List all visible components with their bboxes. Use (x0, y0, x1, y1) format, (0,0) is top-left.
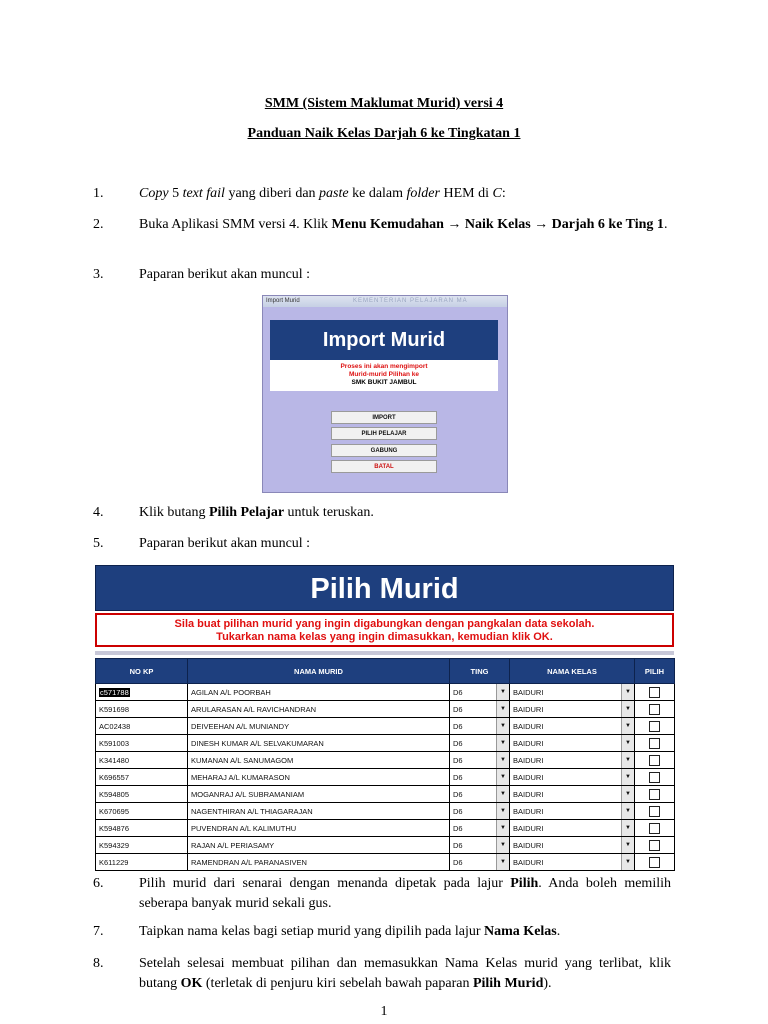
pilih-cell (635, 735, 675, 752)
separator (95, 651, 674, 655)
nama-kelas-dropdown[interactable]: BAIDURI ▼ (510, 701, 635, 718)
cell-nama-murid: AGILAN A/L POORBAH (188, 684, 450, 701)
cell-nama-murid: RAJAN A/L PERIASAMY (188, 837, 450, 854)
step-number: 5. (93, 536, 104, 551)
cell-nama-murid: MEHARAJ A/L KUMARASON (188, 769, 450, 786)
school-name: SMK BUKIT JAMBUL (351, 379, 417, 386)
cell-nama-murid: KUMANAN A/L SANUMAGOM (188, 752, 450, 769)
pilih-cell (635, 701, 675, 718)
import-murid-window (262, 295, 508, 493)
student-table (95, 658, 675, 871)
cell-nokp: K670695 (96, 803, 188, 820)
pilih-cell (635, 820, 675, 837)
table-row (96, 854, 675, 871)
table-row (96, 837, 675, 854)
ting-dropdown[interactable]: D6 ▼ (450, 718, 510, 735)
table-row (96, 769, 675, 786)
pilih-checkbox[interactable] (649, 840, 660, 851)
ting-dropdown[interactable]: D6 ▼ (450, 701, 510, 718)
pilih-cell (635, 837, 675, 854)
pilih-checkbox[interactable] (649, 738, 660, 749)
pilih-murid-window (93, 563, 676, 867)
table-row (96, 718, 675, 735)
pilih-checkbox[interactable] (649, 687, 660, 698)
info-line: Murid-murid Pilihan ke (348, 371, 420, 378)
cell-nama-murid: DINESH KUMAR A/L SELVAKUMARAN (188, 735, 450, 752)
cell-nokp: K341480 (96, 752, 188, 769)
cell-nokp: K591003 (96, 735, 188, 752)
step-text: Taipkan nama kelas bagi setiap murid yang dipilih pada lajur Nama Kelas. (139, 924, 561, 939)
nama-kelas-dropdown[interactable]: BAIDURI ▼ (510, 684, 635, 701)
nama-kelas-dropdown[interactable]: BAIDURI ▼ (510, 769, 635, 786)
import-button[interactable]: IMPORT (331, 411, 437, 424)
chevron-down-icon[interactable]: ▼ (496, 820, 509, 836)
cell-nama-murid: PUVENDRAN A/L KALIMUTHU (188, 820, 450, 837)
step-text: Klik butang Pilih Pelajar untuk teruskan. (139, 505, 374, 520)
chevron-down-icon[interactable]: ▼ (496, 718, 509, 734)
cell-nokp: c571788 (96, 684, 188, 701)
ting-dropdown[interactable]: D6 ▼ (450, 803, 510, 820)
nama-kelas-dropdown[interactable]: BAIDURI ▼ (510, 854, 635, 871)
cell-nokp: AC02438 (96, 718, 188, 735)
table-row (96, 735, 675, 752)
step-number: 4. (93, 505, 104, 520)
chevron-down-icon[interactable]: ▼ (621, 752, 634, 768)
pilih-cell (635, 786, 675, 803)
chevron-down-icon[interactable]: ▼ (621, 718, 634, 734)
pilih-cell (635, 803, 675, 820)
table-row (96, 786, 675, 803)
chevron-down-icon[interactable]: ▼ (621, 786, 634, 802)
ting-dropdown[interactable]: D6 ▼ (450, 820, 510, 837)
pilih-notice (95, 613, 674, 647)
table-row (96, 701, 675, 718)
cell-nama-murid: MOGANRAJ A/L SUBRAMANIAM (188, 786, 450, 803)
ting-dropdown[interactable]: D6 ▼ (450, 786, 510, 803)
pilih-checkbox[interactable] (649, 806, 660, 817)
chevron-down-icon[interactable]: ▼ (621, 854, 634, 870)
cell-nama-murid: ARULARASAN A/L RAVICHANDRAN (188, 701, 450, 718)
pilih-checkbox[interactable] (649, 755, 660, 766)
step-number: 7. (93, 924, 104, 939)
step-text: Pilih murid dari senarai dengan menanda dipetak pada lajur Pilih. Anda boleh memilih seberapa banyak murid sekali gus. (139, 876, 671, 911)
nama-kelas-dropdown[interactable]: BAIDURI ▼ (510, 803, 635, 820)
ting-dropdown[interactable]: D6 ▼ (450, 735, 510, 752)
table-row (96, 820, 675, 837)
import-info-panel (270, 360, 498, 391)
nama-kelas-dropdown[interactable]: BAIDURI ▼ (510, 837, 635, 854)
table-row (96, 752, 675, 769)
info-line: Proses ini akan mengimport (340, 363, 428, 370)
window-caption: KEMENTERIAN PELAJARAN MA (353, 298, 468, 304)
chevron-down-icon[interactable]: ▼ (496, 769, 509, 785)
cell-nokp: K591698 (96, 701, 188, 718)
chevron-down-icon[interactable]: ▼ (496, 735, 509, 751)
column-header-pilih: PILIH (635, 659, 675, 684)
import-banner: Import Murid (270, 320, 498, 360)
pilih-cell (635, 752, 675, 769)
table-row (96, 684, 675, 701)
notice-line: Sila buat pilihan murid yang ingin digabungkan dengan pangkalan data sekolah. (174, 618, 595, 630)
nama-kelas-dropdown[interactable]: BAIDURI ▼ (510, 718, 635, 735)
cell-nokp: K696557 (96, 769, 188, 786)
step-number: 6. (93, 876, 104, 891)
window-title: Import Murid (266, 298, 300, 304)
pilih-cell (635, 684, 675, 701)
chevron-down-icon[interactable]: ▼ (621, 701, 634, 717)
window-titlebar (263, 296, 507, 307)
batal-button[interactable]: BATAL (331, 460, 437, 473)
cell-nama-murid: DEIVEEHAN A/L MUNIANDY (188, 718, 450, 735)
pilih-pelajar-button[interactable]: PILIH PELAJAR (331, 427, 437, 440)
nama-kelas-dropdown[interactable]: BAIDURI ▼ (510, 786, 635, 803)
nama-kelas-dropdown[interactable]: BAIDURI ▼ (510, 735, 635, 752)
gabung-button[interactable]: GABUNG (331, 444, 437, 457)
chevron-down-icon[interactable]: ▼ (496, 752, 509, 768)
cell-nokp: K594805 (96, 786, 188, 803)
step-text: Paparan berikut akan muncul : (139, 536, 311, 551)
column-header-ting: TING (450, 659, 510, 684)
step-number: 1. (93, 186, 104, 201)
cell-nama-murid: NAGENTHIRAN A/L THIAGARAJAN (188, 803, 450, 820)
chevron-down-icon[interactable]: ▼ (621, 803, 634, 819)
pilih-cell (635, 854, 675, 871)
step-text: Setelah selesai membuat pilihan dan memasukkan Nama Kelas murid yang terlibat, klik butang OK (terletak di penjuru kiri sebelah bawah paparan Pilih Murid). (139, 956, 671, 991)
cell-nokp: K594329 (96, 837, 188, 854)
chevron-down-icon[interactable]: ▼ (621, 684, 634, 700)
cell-nokp: K594876 (96, 820, 188, 837)
cell-nokp: K611229 (96, 854, 188, 871)
column-header-nama: NAMA MURID (188, 659, 450, 684)
pilih-banner: Pilih Murid (95, 565, 674, 611)
ting-dropdown[interactable]: D6 ▼ (450, 684, 510, 701)
document-title: SMM (Sistem Maklumat Murid) versi 4 (264, 96, 504, 111)
pilih-checkbox[interactable] (649, 772, 660, 783)
pilih-checkbox[interactable] (649, 789, 660, 800)
pilih-cell (635, 718, 675, 735)
chevron-down-icon[interactable]: ▼ (496, 701, 509, 717)
chevron-down-icon[interactable]: ▼ (621, 820, 634, 836)
pilih-checkbox[interactable] (649, 704, 660, 715)
nama-kelas-dropdown[interactable]: BAIDURI ▼ (510, 820, 635, 837)
page-number: 1 (380, 1004, 388, 1019)
step-number: 8. (93, 956, 104, 971)
document-subtitle: Panduan Naik Kelas Darjah 6 ke Tingkatan 1 (247, 126, 521, 141)
step-number: 2. (93, 217, 104, 232)
pilih-cell (635, 769, 675, 786)
step-number: 3. (93, 267, 104, 282)
step-text: Copy 5 text fail yang diberi dan paste ke dalam folder HEM di C: (139, 186, 506, 201)
column-header-kelas: NAMA KELAS (510, 659, 635, 684)
ting-dropdown[interactable]: D6 ▼ (450, 854, 510, 871)
step-text: Paparan berikut akan muncul : (139, 267, 311, 282)
pilih-checkbox[interactable] (649, 857, 660, 868)
ting-dropdown[interactable]: D6 ▼ (450, 752, 510, 769)
chevron-down-icon[interactable]: ▼ (621, 735, 634, 751)
chevron-down-icon[interactable]: ▼ (496, 684, 509, 700)
chevron-down-icon[interactable]: ▼ (621, 837, 634, 853)
step-text: Buka Aplikasi SMM versi 4. Klik Menu Kemudahan → Naik Kelas → Darjah 6 ke Ting 1. (139, 217, 668, 232)
cell-nama-murid: RAMENDRAN A/L PARANASIVEN (188, 854, 450, 871)
table-row (96, 803, 675, 820)
nama-kelas-dropdown[interactable]: BAIDURI ▼ (510, 752, 635, 769)
ting-dropdown[interactable]: D6 ▼ (450, 837, 510, 854)
notice-line: Tukarkan nama kelas yang ingin dimasukkan, kemudian klik OK. (216, 631, 553, 643)
table-header-row (96, 659, 675, 684)
pilih-checkbox[interactable] (649, 823, 660, 834)
column-header-nokp: NO KP (96, 659, 188, 684)
chevron-down-icon[interactable]: ▼ (496, 854, 509, 870)
pilih-checkbox[interactable] (649, 721, 660, 732)
chevron-down-icon[interactable]: ▼ (496, 837, 509, 853)
ting-dropdown[interactable]: D6 ▼ (450, 769, 510, 786)
chevron-down-icon[interactable]: ▼ (496, 803, 509, 819)
chevron-down-icon[interactable]: ▼ (496, 786, 509, 802)
chevron-down-icon[interactable]: ▼ (621, 769, 634, 785)
